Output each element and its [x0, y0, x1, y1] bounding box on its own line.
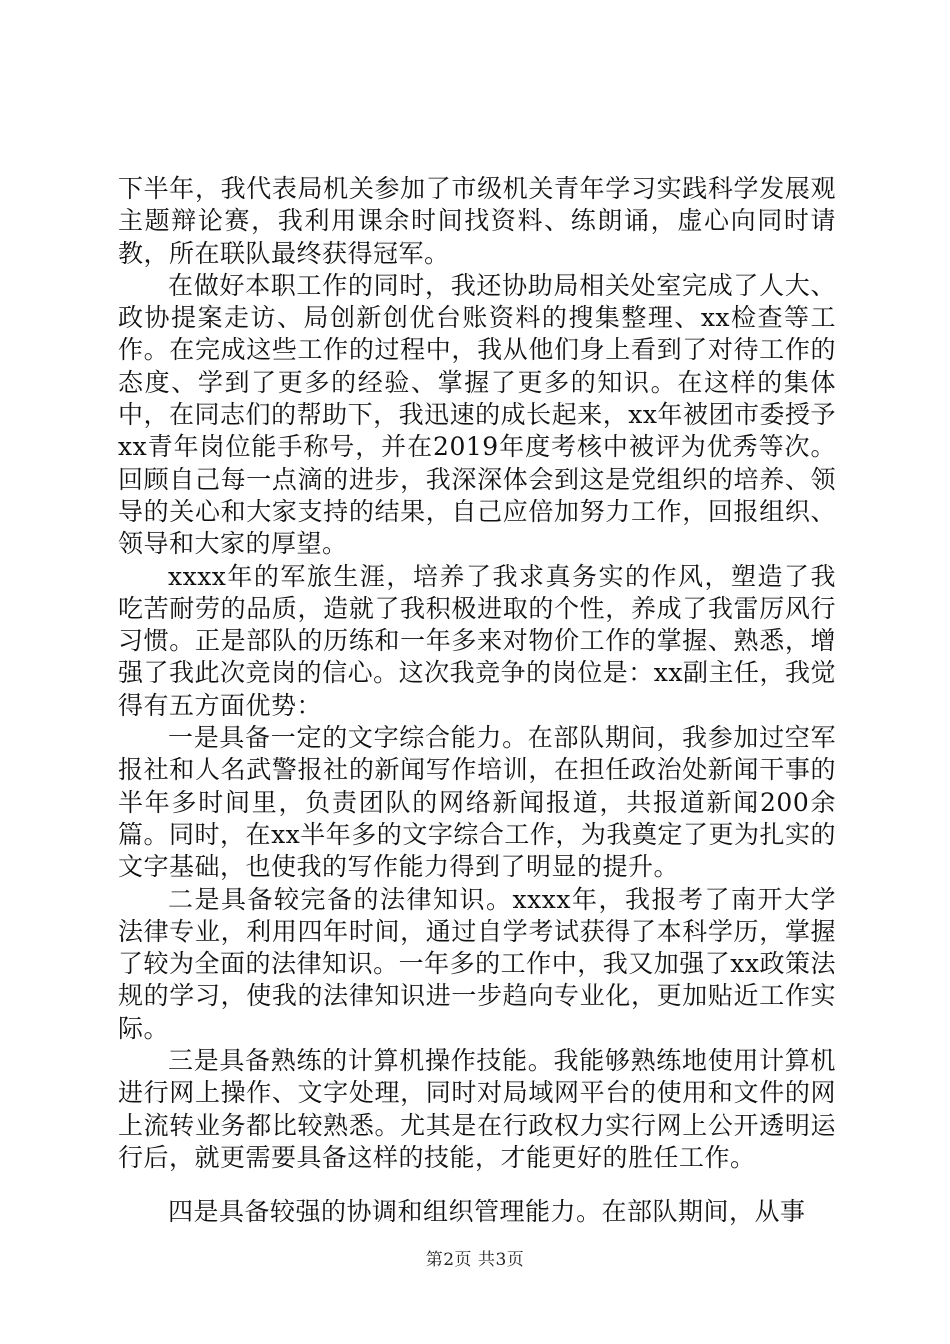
- document-body: [118, 173, 836, 1229]
- paragraph-1: 下半年，我代表局机关参加了市级机关青年学习实践科学发展观主题辩论赛，我利用课余时间找资料、练朗诵，虚心向同时请教，所在联队最终获得冠军。: [118, 174, 836, 268]
- paragraph-3: xxxx年的军旅生涯，培养了我求真务实的作风，塑造了我吃苦耐劳的品质，造就了我积极进取的个性，养成了我雷厉风行习惯。正是部队的历练和一年多来对物价工作的掌握、熟悉，增强了我此次竞岗的信心。这次我竞争的岗位是：xx副主任，我觉得有五方面优势：: [118, 561, 836, 720]
- page-footer: 第2页 共3页: [425, 1250, 525, 1270]
- paragraph-2: 在做好本职工作的同时，我还协助局相关处室完成了人大、政协提案走访、局创新创优台账资料的搜集整理、xx检查等工作。在完成这些工作的过程中，我从他们身上看到了对待工作的态度、学到了更多的经验、掌握了更多的知识。在这样的集体中，在同志们的帮助下，我迅速的成长起来，xx年被团市委授予xx青年岗位能手称号，并在2019年度考核中被评为优秀等次。回顾自己每一点滴的进步，我深深体会到这是党组织的培养、领导的关心和大家支持的结果，自己应倍加努力工作，回报组织、领导和大家的厚望。: [118, 270, 836, 559]
- paragraph-7: 四是具备较强的协调和组织管理能力。在部队期间，从事: [168, 1197, 806, 1227]
- paragraph-5: 二是具备较完备的法律知识。xxxx年，我报考了南开大学法律专业，利用四年时间，通过自学考试获得了本科学历，掌握了较为全面的法律知识。一年多的工作中，我又加强了xx政策法规的学习，使我的法律知识进一步趋向专业化，更加贴近工作实际。: [118, 884, 836, 1043]
- paragraph-6: 三是具备熟练的计算机操作技能。我能够熟练地使用计算机进行网上操作、文字处理，同时对局域网平台的使用和文件的网上流转业务都比较熟悉。尤其是在行政权力实行网上公开透明运行后，就更需要具备这样的技能，才能更好的胜任工作。: [118, 1046, 836, 1172]
- paragraph-4: 一是具备一定的文字综合能力。在部队期间，我参加过空军报社和人名武警报社的新闻写作培训，在担任政治处新闻干事的半年多时间里，负责团队的网络新闻报道，共报道新闻200余篇。同时，在xx半年多的文字综合工作，为我奠定了更为扎实的文字基础，也使我的写作能力得到了明显的提升。: [118, 723, 836, 882]
